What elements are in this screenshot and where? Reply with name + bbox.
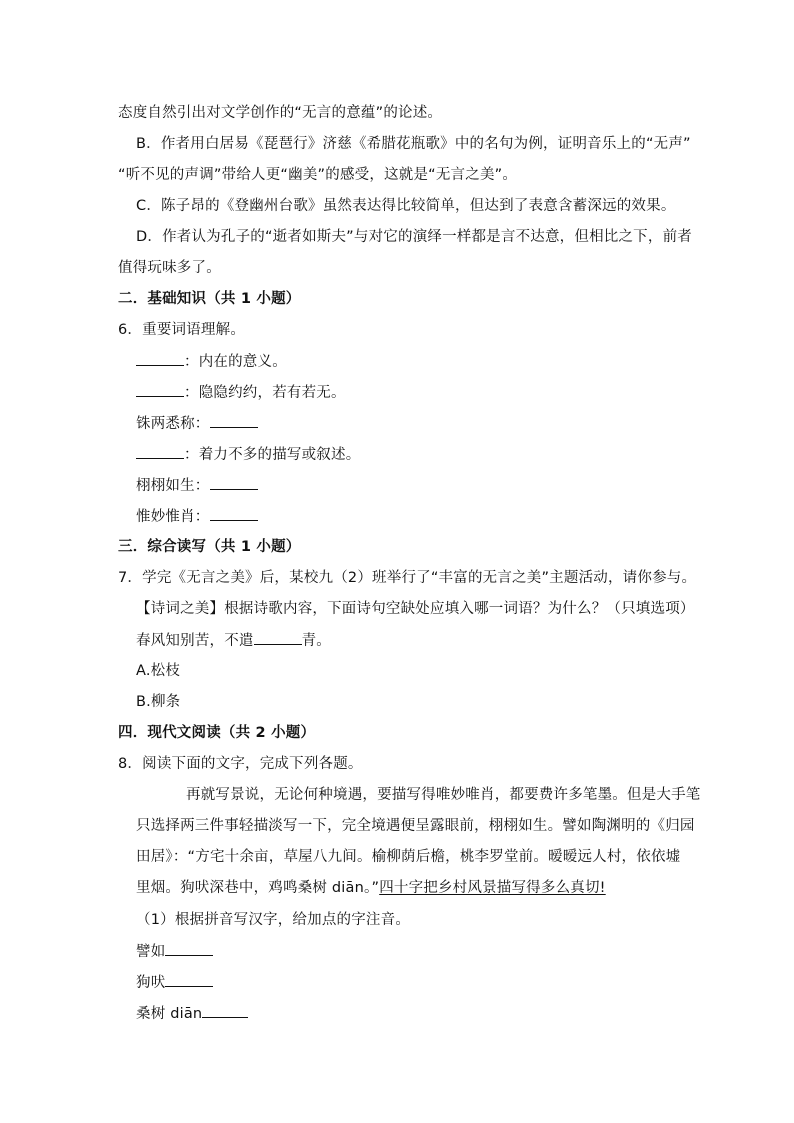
answer-blank[interactable] <box>202 1003 248 1018</box>
continuation-line: 态度自然引出对文学创作的“无言的意蕴”的论述。 <box>118 105 443 121</box>
answer-blank[interactable] <box>136 444 184 459</box>
underlined-sentence: 四十字把乡村风景描写得多么真切! <box>379 880 606 896</box>
sub-question-1: （1）根据拼音写汉字，给加点的字注音。 <box>136 912 411 928</box>
term-item-2: ：隐隐约约，若有若无。 <box>136 382 346 403</box>
option-b: B.柳条 <box>136 694 181 710</box>
term-item-5: 栩栩如生： <box>136 475 258 496</box>
answer-blank[interactable] <box>165 941 213 956</box>
answer-blank[interactable] <box>136 382 184 397</box>
term-item-4: ：着力不多的描写或叙述。 <box>136 444 360 465</box>
answer-blank[interactable] <box>210 506 258 521</box>
answer-blank[interactable] <box>254 630 302 645</box>
answer-blank[interactable] <box>136 351 184 366</box>
question-8-stem: 8．阅读下面的文字，完成下列各题。 <box>118 756 363 772</box>
passage-line-2: 只选择两三件事轻描淡写一下，完全境遇便呈露眼前，栩栩如生。譬如陶渊明的《归园 <box>136 818 695 834</box>
option-d-line-2: 值得玩味多了。 <box>118 260 221 276</box>
option-b-line-1: B．作者用白居易《琵琶行》济慈《希腊花瓶歌》中的名句为例，证明音乐上的“无声” <box>136 136 691 152</box>
passage-line-4: 里烟。狗吠深巷中，鸡鸣桑树 diān。”四十字把乡村风景描写得多么真切! <box>136 880 606 896</box>
section-4-heading: 四．现代文阅读（共 2 小题） <box>118 725 316 741</box>
fill-item-2: 狗吠 <box>136 972 213 993</box>
fill-item-1: 譬如 <box>136 941 213 962</box>
answer-blank[interactable] <box>210 413 258 428</box>
term-item-6: 惟妙惟肖： <box>136 506 258 527</box>
term-item-3: 铢两悉称： <box>136 413 258 434</box>
option-b-line-2: “听不见的声调”带给人更“幽美”的感受，这就是“无言之美”。 <box>118 167 518 183</box>
question-6-stem: 6．重要词语理解。 <box>118 322 246 338</box>
option-d-line-1: D．作者认为孔子的“逝者如斯夫”与对它的演绎一样都是言不达意，但相比之下，前者 <box>136 229 692 245</box>
answer-blank[interactable] <box>210 475 258 490</box>
question-7-stem: 7．学完《无言之美》后，某校九（2）班举行了“丰富的无言之美”主题活动，请你参与。 <box>118 570 697 586</box>
passage-line-1: 再就写景说，无论何种境遇，要描写得唯妙唯肖，都要费许多笔墨。但是大手笔 <box>186 787 701 803</box>
term-item-1: ：内在的意义。 <box>136 351 287 372</box>
option-c: C．陈子昂的《登幽州台歌》虽然表达得比较简单，但达到了表意含蓄深远的效果。 <box>136 198 676 214</box>
fill-item-3: 桑树 diān <box>136 1003 248 1024</box>
option-a: A.松枝 <box>136 663 181 679</box>
question-7-subprompt: 【诗词之美】根据诗歌内容，下面诗句空缺处应填入哪一词语？为什么？（只填选项） <box>136 601 695 617</box>
section-2-heading: 二．基础知识（共 1 小题） <box>118 291 301 307</box>
section-3-heading: 三．综合读写（共 1 小题） <box>118 539 301 555</box>
passage-line-3: 田居》：“方宅十余亩，草屋八九间。榆柳荫后檐，桃李罗堂前。暧暧远人村，依依墟 <box>136 849 681 865</box>
answer-blank[interactable] <box>165 972 213 987</box>
poem-line: 春风知别苦，不遣 青。 <box>136 630 331 651</box>
